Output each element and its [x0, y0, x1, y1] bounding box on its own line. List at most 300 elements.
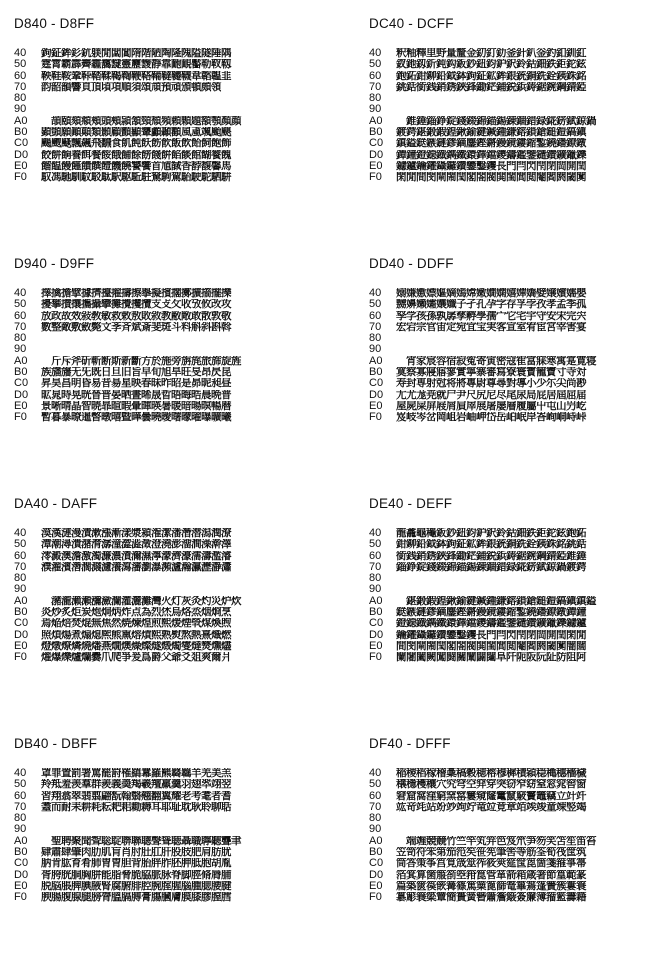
table-row — [369, 401, 649, 412]
table-row — [369, 161, 649, 172]
row-code: E0 — [369, 159, 383, 172]
row-code: D0 — [369, 868, 384, 881]
code-block-de40 — [369, 494, 649, 664]
row-glyphs: 炎炒炙炬炭炮炯炳炸点為烈烋烏烙烝烟烱烹 — [41, 607, 231, 619]
table-row — [14, 150, 294, 161]
row-code: F0 — [369, 651, 382, 664]
row-code: E0 — [369, 639, 383, 652]
row-code: C0 — [369, 377, 384, 390]
row-glyphs: 銜銭銷銹鋏鋒鋤鋩鋪鋭鋲鋳鋸鋺鋼錆錏錐錘 — [396, 550, 586, 562]
row-code: A0 — [14, 354, 28, 367]
table-row — [14, 378, 294, 389]
row-glyphs: 間閔閘閙閠閣閤閥閧閨閭閲閹閻閼閾闃闇闊 — [396, 640, 586, 652]
row-code: 70 — [14, 320, 27, 333]
row-code: 60 — [369, 69, 382, 82]
row-code: F0 — [369, 411, 382, 424]
row-glyphs — [41, 573, 286, 584]
table-row — [14, 127, 294, 138]
row-code: E0 — [369, 879, 383, 892]
table-row — [369, 802, 649, 813]
row-code: 40 — [369, 767, 382, 779]
table-row — [369, 299, 649, 310]
table-row — [369, 344, 649, 355]
row-glyphs: 孥学孩孫孰孱孳孵學孺宀它宅宇守安宋完宍 — [396, 310, 586, 322]
row-glyphs: 宏宕宗官宙定宛宜宝実客宣室宥宦宮宰害宴 — [396, 321, 586, 333]
row-glyphs: 鍖鍛鍜鍠鍬鍮鍵鍼鍾鎌鎔鎖鎗鎚鎧鎬鎭鎮鎰 — [396, 595, 596, 607]
row-glyphs: 閑閒間閔閘閙閠閣閤閥閧閨閭閲閹閻閼閾闃 — [396, 172, 586, 184]
row-glyphs: 擇擒擔擘據擠擡擢擣擦擧擬擯擱擲擴擶擺擽 — [41, 288, 231, 299]
table-row — [14, 551, 294, 562]
row-code: D0 — [14, 148, 29, 161]
row-code: 80 — [14, 332, 27, 345]
table-row — [369, 322, 649, 333]
row-glyphs: 宵家宸容宿寂寃寄寅密寇寉富寐寒寓寔寛寝 — [396, 355, 596, 367]
row-code: 80 — [369, 332, 382, 345]
table-row — [369, 652, 649, 663]
row-code: 70 — [369, 320, 382, 333]
table-row — [369, 390, 649, 401]
table-row — [369, 127, 649, 138]
row-glyphs: 鑰鑵鑷鑼鑽鑾鑿钁長門閂閃閇閉閊開閏閑閒 — [396, 629, 586, 641]
row-code: F0 — [14, 891, 27, 904]
table-row — [14, 881, 294, 892]
row-code: 40 — [14, 527, 27, 539]
row-code: 90 — [14, 823, 27, 836]
row-glyphs: 擾攀攅攘攜攝攣攤攪攫攬支攴攵收攷攸改攻 — [41, 299, 231, 311]
range-heading: DD40 - DDFF — [369, 256, 454, 271]
table-row — [14, 858, 294, 869]
table-row — [14, 138, 294, 149]
row-code: B0 — [14, 846, 28, 859]
table-row — [369, 630, 649, 641]
table-row — [369, 172, 649, 183]
row-code: 70 — [369, 560, 382, 573]
table-row — [14, 333, 294, 344]
code-block-d840 — [14, 14, 294, 184]
row-glyphs: 颺颼颾飄飆飛飜食飢飩飫飭飮飯飲飴飼飽飾 — [41, 138, 231, 150]
row-glyphs — [396, 104, 641, 115]
row-code: 60 — [14, 549, 27, 562]
code-block-da40 — [14, 494, 294, 664]
table-row — [14, 412, 294, 423]
row-glyphs: 岌岐岑岔岡岨岩岫岬岱岳岶岷岸峇峋峒峙峠 — [396, 412, 586, 424]
row-code: 50 — [14, 58, 27, 71]
row-glyphs: 景晰晴晶智暁暃暄暇暈暉暎暑暖暗暘暝暢暦 — [41, 400, 231, 412]
row-glyphs — [41, 93, 286, 104]
row-code: 40 — [14, 47, 27, 59]
row-code: 80 — [14, 572, 27, 585]
row-glyphs — [396, 824, 641, 835]
row-glyphs: 嬲嬶嬾孀孃孅子孑孔孕字存孚孛孜孝孟季孤 — [396, 299, 586, 311]
range-heading: DE40 - DEFF — [369, 496, 453, 511]
row-code: 50 — [369, 778, 382, 791]
range-heading: DC40 - DCFF — [369, 16, 454, 31]
table-row — [14, 71, 294, 82]
row-code: D0 — [369, 148, 384, 161]
table-row — [369, 562, 649, 573]
row-code: D0 — [369, 628, 384, 641]
row-glyphs: 鍍鍔鍖鍛鍜鍠鍬鍮鍵鍼鍾鎌鎔鎖鎗鎚鎧鎬鎭 — [396, 127, 586, 139]
row-glyphs — [396, 813, 641, 824]
row-code: 90 — [14, 343, 27, 356]
row-glyphs — [396, 333, 641, 344]
row-glyphs: 餃餅餉養餌餐餒餓餔餘餝餞餠餡餤館餬餮餽 — [41, 149, 231, 161]
row-glyphs: 照煩煬煮煽熄熈熊熏熔熕熙熟熨熬熱熹熾燃 — [41, 629, 231, 641]
table-row — [14, 641, 294, 652]
row-code: 60 — [369, 309, 382, 322]
row-code: B0 — [369, 846, 383, 859]
row-glyphs: 釈釉釋里野量釐金釖釘釛釜針釟釡釣釦釧釭 — [396, 48, 586, 59]
row-code: 40 — [369, 287, 382, 299]
row-glyphs: 肄肅肆肇肉肋肌肓肖肘肚肛肝股肢肥肩肪肬 — [41, 847, 231, 859]
row-code: 90 — [14, 103, 27, 116]
table-row — [14, 607, 294, 618]
row-glyphs: 韵韶韻響頁頂頃項順須頌頏預頑頒頓頗領 — [41, 81, 221, 93]
row-glyphs: 屋屍屎屏屐屑屓屖展屠屡層履屬屮屯山屶屹 — [396, 400, 586, 412]
row-glyphs: 鞅鞋鞍鞏鞐鞜鞣鞨鞫鞭鞳鞴韃韆韈韋韜韞韭 — [41, 70, 231, 82]
range-heading: D940 - D9FF — [14, 256, 95, 271]
row-glyphs: 焉焔焙焚焜無焦然焼煉煌煎煕煖煙煢煤煥煦 — [41, 618, 231, 630]
table-row — [369, 847, 649, 858]
row-code: B0 — [369, 606, 383, 619]
row-code: 70 — [14, 800, 27, 813]
row-glyphs — [41, 344, 286, 355]
row-code: D0 — [14, 388, 29, 401]
table-row — [14, 104, 294, 115]
row-code: 90 — [14, 583, 27, 596]
row-glyphs: 端竰競竸竹竺竿笂笄笆笈笊笋笏笑笘笙笛笞 — [396, 835, 596, 847]
row-code: 80 — [369, 92, 382, 105]
row-glyphs: 放政故效敍敎敏救敕敖敗敘教敝敞敢散敦敬 — [41, 310, 231, 322]
table-row — [14, 344, 294, 355]
code-block-dc40 — [369, 14, 649, 184]
table-row — [369, 150, 649, 161]
table-row — [14, 836, 294, 847]
table-row — [14, 116, 294, 127]
row-glyphs: 龍龕龜龝鈑鈔鈕鈞鈩鈬鈴鈷鈿鉄鉅鉈鉉鉋鉐 — [396, 528, 586, 539]
table-row — [14, 630, 294, 641]
table-row — [14, 311, 294, 322]
row-glyphs: 鉤鉦鉾釤鈧躾閒闆閶隋階陋陶隆隗隘隧陲隅 — [41, 48, 231, 59]
table-row — [14, 356, 294, 367]
table-row — [369, 333, 649, 344]
row-code: A0 — [369, 354, 383, 367]
range-heading: DA40 - DAFF — [14, 496, 98, 511]
row-glyphs: 澪澱澳澹激濁濂濃濆濔濕濘濛濟濠濡濤濫濬 — [41, 550, 231, 562]
table-row — [14, 870, 294, 881]
row-code: 60 — [14, 309, 27, 322]
code-block-dd40 — [369, 254, 649, 424]
row-code: 80 — [369, 572, 382, 585]
range-heading: DF40 - DFFF — [369, 736, 451, 751]
table-row — [14, 172, 294, 183]
row-glyphs — [41, 584, 286, 595]
table-row — [14, 584, 294, 595]
row-glyphs: 胥胯胱胴胸胼能脂脅脆脇脈脉脊脚脛脩脣脯 — [41, 869, 231, 881]
row-glyphs: 鎹鏃鏈鏐鏑鏖鏗鏘鏝鏡鏤鏥鏨鐃鐇鐐鐓鐔鐘 — [396, 607, 586, 619]
row-code: 50 — [14, 298, 27, 311]
row-glyphs: 暫暮暴暸暹暼暾暿曁曄曇曉曖曙曚曜曝曠曦 — [41, 412, 231, 424]
table-row — [369, 539, 649, 550]
table-row — [369, 607, 649, 618]
code-block-d940 — [14, 254, 294, 424]
table-row — [369, 356, 649, 367]
row-glyphs: 鑢鑪鑰鑵鑷鑼鑽鑾鑿钁長門閂閃閇閉閊開閏 — [396, 160, 586, 172]
table-row — [14, 824, 294, 835]
row-glyphs — [41, 824, 286, 835]
row-glyphs: 燈燉燎燐燒燔燕燗燠燥燦燧燬燭燮燵燹燻燼 — [41, 640, 231, 652]
code-block-db40 — [14, 734, 294, 904]
row-glyphs: 篇築篋篌篏篝篠篤篥篦篩篭篳篶篷簀簇簍簑 — [396, 880, 586, 892]
table-row — [14, 573, 294, 584]
row-code: A0 — [14, 834, 28, 847]
row-code: 90 — [369, 583, 382, 596]
row-glyphs — [396, 584, 641, 595]
table-row — [369, 59, 649, 70]
table-row — [14, 367, 294, 378]
row-code: B0 — [14, 366, 28, 379]
table-row — [369, 378, 649, 389]
row-glyphs: 瀦瀧瀨瀬瀰瀲瀾灌灑灘灣火灯灰灸灼災炉炊 — [41, 595, 241, 607]
table-row — [14, 82, 294, 93]
table-row — [369, 93, 649, 104]
row-code: 70 — [14, 80, 27, 93]
row-glyphs — [41, 813, 286, 824]
table-row — [14, 59, 294, 70]
row-code: 80 — [14, 812, 27, 825]
table-row — [14, 93, 294, 104]
row-code: E0 — [14, 879, 28, 892]
row-glyphs — [396, 93, 641, 104]
row-code: E0 — [14, 159, 28, 172]
table-row — [14, 322, 294, 333]
row-glyphs: 斤斥斧斫斬断斯新斷方於施旁旃旄旅旆旋旌 — [41, 355, 241, 367]
row-glyphs: 昿晁時晃晄晉晋晏晒晝晞晟晢晤晦晧晨晩普 — [41, 389, 231, 401]
table-row — [369, 584, 649, 595]
row-code: A0 — [369, 834, 383, 847]
table-row — [14, 596, 294, 607]
table-row — [369, 573, 649, 584]
table-row — [369, 551, 649, 562]
row-glyphs: 笠笥符笨第笳笵笶笹筅筆筈等筋筌筍筏筐筑 — [396, 847, 586, 859]
table-row — [369, 288, 649, 299]
table-row — [369, 367, 649, 378]
table-row — [14, 161, 294, 172]
row-glyphs: 霆霄霸霹霽霾靄靆靈靂靉靜靠靤靦靨勒靫靱 — [41, 59, 231, 71]
row-glyphs: 錙錚錠錢錣錦錨錫錬錮錯録錵錺錻鍄鍋鍍鍔 — [396, 561, 586, 573]
row-code: 90 — [369, 103, 382, 116]
table-row — [14, 813, 294, 824]
table-row — [369, 858, 649, 869]
table-row — [14, 401, 294, 412]
row-glyphs — [396, 344, 641, 355]
table-row — [14, 562, 294, 573]
row-code: F0 — [369, 891, 382, 904]
row-code: D0 — [14, 868, 29, 881]
row-code: C0 — [369, 857, 384, 870]
row-glyphs: 餾饂饅饉饋饌饐饑饒饕饗首馗馘香馞馥馨馬 — [41, 160, 231, 172]
table-row — [369, 870, 649, 881]
row-glyphs: 穣穩穫穰穴究穹空穽穿突窃窄窈窒窓窕窖窗 — [396, 779, 586, 791]
row-glyphs: 聖聘聚聞聟聡聢聨聯聰聲聳聴聶職聹聽聾聿 — [41, 835, 241, 847]
row-glyphs: 族旙旛无旡既日旦旧旨早旬旭旱旺旻昂昃昆 — [41, 367, 231, 379]
row-glyphs: 鐙鐚鐡鐫鐵鐶鐸鐺鑁鑄鑑鑒鑓鑚鑛鑞鑠鑢鑪 — [396, 618, 586, 630]
row-glyphs: 漠漢漣漫漬漱漲漸漾漿潁潅潔潘潛潜潟潤潦 — [41, 528, 231, 539]
row-code: 60 — [369, 549, 382, 562]
row-code: F0 — [14, 651, 27, 664]
row-code: 40 — [14, 767, 27, 779]
row-code: 50 — [369, 538, 382, 551]
row-glyphs: 竑竒竓站竕竗竘竚竜竝竟章竡竢竣童竦竪竭 — [396, 801, 586, 813]
table-row — [369, 116, 649, 127]
row-glyphs: 頡頤頦頫頬頭頰頴頷頸頹頻頼顆題額顎顏顔 — [41, 115, 241, 127]
row-glyphs: 錐錘錙錚錠錢錣錦錨錫錬錮錯録錵錺錻鍄鍋 — [396, 115, 596, 127]
row-code: 50 — [369, 298, 382, 311]
row-code: 80 — [369, 812, 382, 825]
row-code: 40 — [14, 287, 27, 299]
row-glyphs: 釵釶釼釿鈍鈎鈑鈔鈕鈞鈩鈬鈴鈷鈿鉄鉅鉈鉉 — [396, 59, 586, 71]
row-glyphs: 罩罪置罰署罵罷罸罹羂羃羅羆羇羈羊羌美羔 — [41, 768, 231, 779]
row-glyphs: 濮濯濱濳濶濺濾瀁瀉瀋瀏瀑瀕瀘瀚瀛瀝瀞瀟 — [41, 561, 231, 573]
row-glyphs: 鎮鎰鎹鏃鏈鏐鏑鏖鏗鏘鏝鏡鏤鏥鏨鐃鐇鐐鐓 — [396, 138, 586, 150]
table-row — [369, 412, 649, 423]
row-glyphs: 燿爆爍爐爛爨爪爬爭爰爲爵父爺爻爼爽爾爿 — [41, 652, 231, 664]
row-glyphs: 習翔翕翠翡翦翩翫翰翳翹翻翼耀老考耄者耆 — [41, 790, 231, 802]
row-glyphs — [41, 333, 286, 344]
table-row — [369, 813, 649, 824]
range-heading: DB40 - DBFF — [14, 736, 98, 751]
table-row — [14, 618, 294, 629]
row-code: 70 — [369, 80, 382, 93]
row-glyphs: 鉗鉚鉛鉞鉢鉤鉦鉱鉾銀銃銅銑銓銕銖銘銚銛 — [396, 539, 586, 551]
row-code: C0 — [14, 377, 29, 390]
row-code: 50 — [14, 538, 27, 551]
row-code: A0 — [369, 114, 383, 127]
row-glyphs: 脱脳脹脾腆腋腎腐腑腓腔腕腟腥腦腫腮腰腱 — [41, 880, 231, 892]
row-glyphs: 顕顗願顚顛類顥顧顫顯顰顱顳顴風颪颯颱颶 — [41, 127, 231, 139]
row-code: 50 — [14, 778, 27, 791]
table-row — [14, 892, 294, 903]
row-code: F0 — [14, 411, 27, 424]
table-row — [14, 802, 294, 813]
row-code: A0 — [369, 594, 383, 607]
table-row — [369, 596, 649, 607]
row-code: F0 — [14, 171, 27, 184]
row-glyphs: 耋而耐耒耕耗耘耙耜耡耨耳耶耻耽耿聆聊聒 — [41, 801, 231, 813]
table-row — [369, 618, 649, 629]
row-code: E0 — [14, 399, 28, 412]
row-code: B0 — [14, 126, 28, 139]
row-code: E0 — [14, 639, 28, 652]
row-glyphs — [41, 104, 286, 115]
row-code: D0 — [369, 388, 384, 401]
row-glyphs: 昇昊昌明昏易昔昜星映春昧昨昭是昴昵昶昼 — [41, 378, 231, 390]
row-code: A0 — [14, 594, 28, 607]
table-row — [14, 652, 294, 663]
table-row — [369, 641, 649, 652]
row-glyphs: 尢尤尨尭就尸尹尺尻尼尽尾尿局屁居屆屈届 — [396, 389, 586, 401]
row-glyphs: 箔箕算箘箙箚箜箝箟管箪箭箱箴箸節篁範篆 — [396, 869, 586, 881]
table-row — [369, 768, 649, 779]
table-row — [14, 768, 294, 779]
row-glyphs: 鉋鉐鉗鉚鉛鉞鉢鉤鉦鉱鉾銀銃銅銑銓銕銖銘 — [396, 70, 586, 82]
row-code: 50 — [369, 58, 382, 71]
row-code: B0 — [369, 366, 383, 379]
table-row — [14, 847, 294, 858]
row-code: 60 — [14, 789, 27, 802]
row-code: B0 — [369, 126, 383, 139]
table-row — [14, 299, 294, 310]
row-glyphs: 嫋嫌嫐嫖嫗嫡嫣嫦嫩嫺嫻嬉嬋嬌嬖嬢嬪嬬嬰 — [396, 288, 586, 299]
row-glyphs: 稲稷稻稼稽稾稿穀穂穃穆穉積穎穏穐穗穡穢 — [396, 768, 586, 779]
code-block-df40 — [369, 734, 649, 904]
range-heading: D840 - D8FF — [14, 16, 95, 31]
row-code: C0 — [369, 137, 384, 150]
row-glyphs: 闌闍闔闕闖闘關闡闢闥阜阡阨阪阮阯防阻阿 — [396, 652, 586, 664]
row-code: 90 — [369, 823, 382, 836]
table-row — [369, 881, 649, 892]
row-glyphs: 窘窟窩窪窮窯窰窶窺窿竃竄竅竇竈竊立竍竏 — [396, 790, 586, 802]
table-row — [14, 390, 294, 401]
table-row — [369, 48, 649, 59]
row-code: 90 — [369, 343, 382, 356]
row-code: E0 — [369, 399, 383, 412]
table-row — [14, 791, 294, 802]
row-code: 70 — [14, 560, 27, 573]
table-row — [14, 528, 294, 539]
row-glyphs — [396, 573, 641, 584]
row-glyphs: 寿封専射尅将將專尉尊尋對導小少尓尖尚尠 — [396, 378, 586, 390]
row-code: 60 — [369, 789, 382, 802]
table-row — [369, 311, 649, 322]
row-code: C0 — [369, 617, 384, 630]
row-glyphs: 銚銛銜銭銷銹鋏鋒鋤鋩鋪鋭鋲鋳鋸鋺鋼錆錏 — [396, 81, 586, 93]
row-code: C0 — [14, 617, 29, 630]
table-row — [369, 779, 649, 790]
row-glyphs: 肭肯肱育肴肺胃胄胆背胎胖胙胚胛胝胞胡胤 — [41, 858, 231, 870]
row-code: 40 — [369, 47, 382, 59]
table-row — [369, 138, 649, 149]
table-row — [14, 779, 294, 790]
row-glyphs: 潭潮潯潰潴潸潺潼澀澁澂澄澆澎澑澗澡澣澤 — [41, 539, 231, 551]
table-row — [369, 71, 649, 82]
row-code: A0 — [14, 114, 28, 127]
table-row — [369, 791, 649, 802]
row-glyphs: 筒答策筝筥筧筬筮筰筱筴筵筺箆箇箋箍箏箒 — [396, 858, 586, 870]
table-row — [369, 104, 649, 115]
row-glyphs: 鐔鐘鐙鐚鐡鐫鐵鐶鐸鐺鑁鑄鑑鑒鑓鑚鑛鑞鑠 — [396, 149, 586, 161]
row-glyphs: 數整敵敷斂斃文斈斉斌斎斐斑斗料斛斜斟斡 — [41, 321, 231, 333]
row-code: D0 — [14, 628, 29, 641]
row-code: 40 — [369, 527, 382, 539]
row-code: 80 — [14, 92, 27, 105]
table-row — [369, 824, 649, 835]
row-glyphs: 腴腸腹腺腿膀膂膃膈膊膏膓膕膚膜膝膠膣膤 — [41, 892, 231, 904]
table-row — [14, 288, 294, 299]
row-code: 60 — [14, 69, 27, 82]
table-row — [369, 528, 649, 539]
row-code: B0 — [14, 606, 28, 619]
row-glyphs: 馭馮馳馴馼駁駄駅駆駈駐駑駒駕駘駛駝駟駢 — [41, 172, 231, 184]
row-glyphs: 羚羝羞羡羣群羨義羮羯羲羶羸羹羽翅翆翊翌 — [41, 779, 231, 791]
row-code: C0 — [14, 857, 29, 870]
table-row — [369, 836, 649, 847]
row-code: C0 — [14, 137, 29, 150]
row-code: 70 — [369, 800, 382, 813]
row-glyphs: 寞察寡寢寤寥實寧寨審寫寮寰寳寵寶寸寺対 — [396, 367, 586, 379]
row-code: F0 — [369, 171, 382, 184]
table-row — [14, 539, 294, 550]
